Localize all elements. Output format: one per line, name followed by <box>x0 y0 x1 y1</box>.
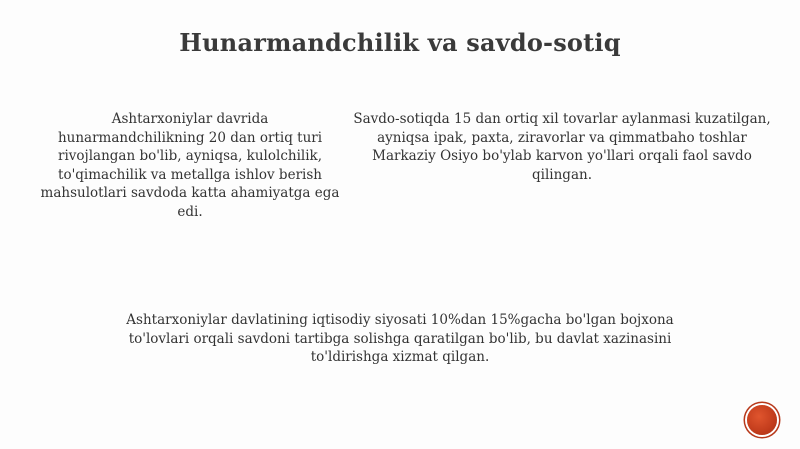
circle-button-icon[interactable] <box>747 405 777 435</box>
left-text-block: Ashtarxoniylar davrida hunarmandchilikning 20 dan ortiq turi rivojlangan bo'lib, ayniqsa, kulolchilik, to'qimachilik va metallga ishlov berish mahsulotlari savdoda katta ahamiyatga ega edi. <box>40 111 340 220</box>
slide-title: Hunarmandchilik va savdo-sotiq <box>179 28 621 57</box>
right-text-block: Savdo-sotiqda 15 dan ortiq xil tovarlar aylanmasi kuzatilgan, ayniqsa ipak, paxta, ziravorlar va qimmatbaho toshlar Markaziy Osiyo bo'ylab karvon yo'llari orqali faol savdo qilingan. <box>353 111 771 183</box>
bottom-text-block: Ashtarxoniylar davlatining iqtisodiy siyosati 10%dan 15%gacha bo'lgan bojxona to'lovlari orqali savdoni tartibga solishga qaratilgan bo'lib, bu davlat xazinasini to'ldirishga xizmat qilgan. <box>126 312 674 365</box>
